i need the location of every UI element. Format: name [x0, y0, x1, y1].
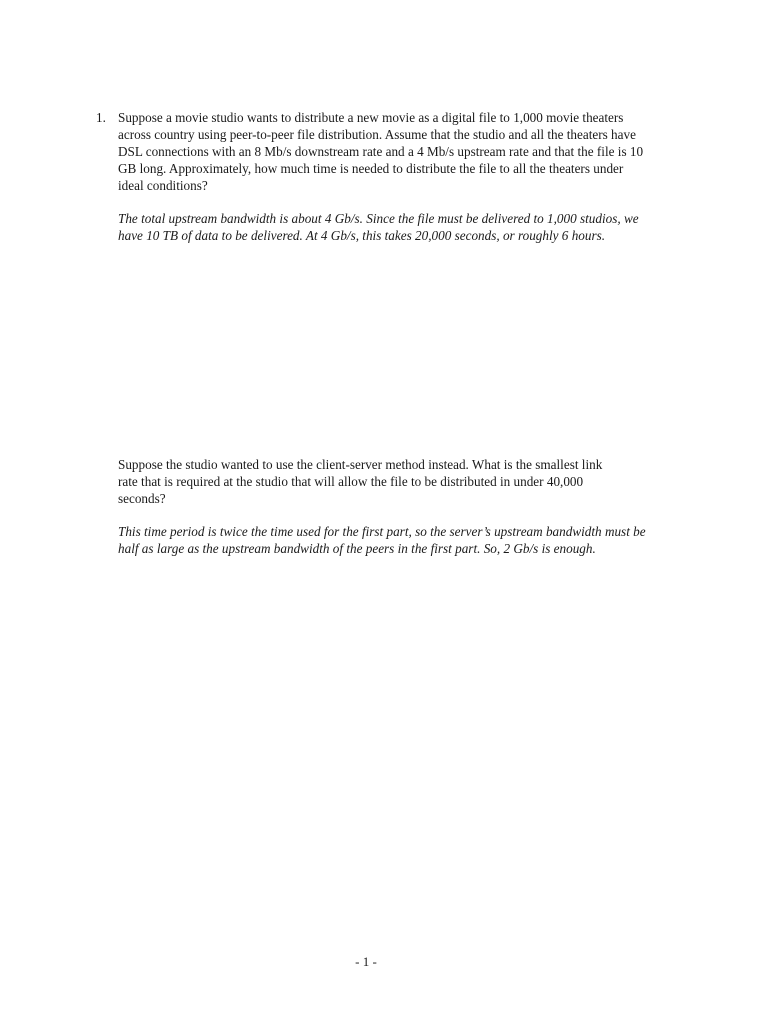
- question-1-line: DSL connections with an 8 Mb/s downstream rate and a 4 Mb/s upstream rate and that the file is 10: [118, 144, 644, 159]
- answer-2-line: half as large as the upstream bandwidth of the peers in the first part. So, 2 Gb/s is enough.: [118, 541, 596, 556]
- answer-1-line: The total upstream bandwidth is about 4 Gb/s. Since the file must be delivered to 1,000 studios, we: [118, 211, 639, 226]
- page-number: - 1 -: [355, 954, 377, 969]
- question-1-line: ideal conditions?: [118, 178, 208, 193]
- question-1-line: across country using peer-to-peer file distribution. Assume that the studio and all the theaters have: [118, 127, 636, 142]
- question-1-line: GB long. Approximately, how much time is needed to distribute the file to all the theaters under: [118, 161, 624, 176]
- question-1-text: [118, 109, 738, 194]
- question-2-line: rate that is required at the studio that will allow the file to be distributed in under 40,000: [118, 474, 584, 489]
- answer-2-line: This time period is twice the time used for the first part, so the server’s upstream bandwidth must be: [118, 524, 646, 539]
- question-1-line: Suppose a movie studio wants to distribute a new movie as a digital file to 1,000 movie theaters: [118, 110, 624, 125]
- question-2-line: Suppose the studio wanted to use the client-server method instead. What is the smallest link: [118, 457, 603, 472]
- question-2-line: seconds?: [118, 491, 166, 506]
- question-number: 1.: [96, 110, 106, 125]
- question-2-text: [118, 456, 738, 507]
- answer-2-text: [118, 523, 738, 557]
- answer-1-line: have 10 TB of data to be delivered. At 4 Gb/s, this takes 20,000 seconds, or roughly 6 hours.: [118, 228, 606, 243]
- answer-1-text: [118, 210, 738, 244]
